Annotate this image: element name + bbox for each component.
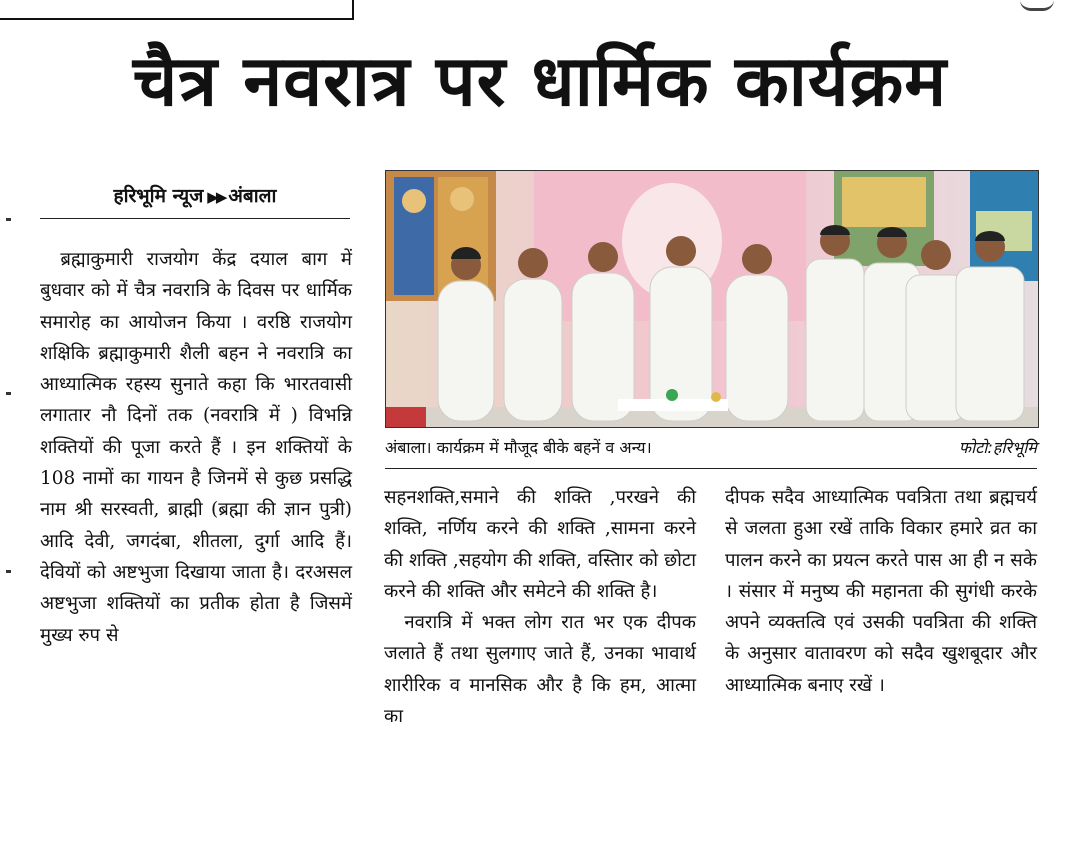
margin-mark xyxy=(6,218,11,221)
dateline-rule xyxy=(40,218,350,219)
article-column-2 xyxy=(384,482,696,732)
photo-caption xyxy=(385,434,1037,462)
margin-mark xyxy=(6,570,11,573)
dateline-city: अंबाला xyxy=(228,185,277,207)
caption-text: अंबाला। कार्यक्रम में मौजूद बीके बहनें व अन्य। xyxy=(385,438,652,457)
margin-mark xyxy=(6,392,11,395)
photo-credit: फोटो:हरिभूमि xyxy=(958,438,1037,457)
paragraph: दीपक सदैव आध्यात्मिक पवत्रिता तथा ब्रह्मचर्य से जलता हुआ रखें ताकि विकार हमारे व्रत का पालन करने का प्रयत्न करते पास आ ही न सके । संसार में मनुष्य की महानता की सुगंधी करके अपने व्यक्तत्वि एवं उसकी पवत्रिता की शक्ति के अनुसार वातावरण को सदैव खुशबूदार और आध्यात्मिक बनाए रखें । xyxy=(725,487,1037,696)
article-column-3 xyxy=(725,482,1037,701)
dateline-arrow-icon: ▶▶ xyxy=(207,188,225,206)
dateline-source: हरिभूमि न्यूज xyxy=(113,185,204,207)
event-photo xyxy=(385,170,1039,428)
caption-rule xyxy=(385,468,1037,469)
paragraph: ब्रह्माकुमारी राजयोग केंद्र दयाल बाग में बुधवार को में चैत्र नवरात्रि के दिवस पर धार्मिक समारोह का आयोजन किया । वरष्ठि राजयोग शक्षिकि ब्रह्माकुमारी शैली बहन ने नवरात्रि का आध्यात्मिक रहस्य सुनाते कहा कि भारतवासी लगातार नौ दिनों तक (नवरात्रि में ) विभन्नि शक्तियों की पूजा करते हैं । इन शक्तियों के 108 नामों का गायन है जिनमें से कुछ प्रसद्धि नाम श्री सरस्वती, ब्राह्मी (ब्रह्मा की ज्ञान पुत्री) आदि देवी, जगदंबा, शीतला, दुर्गा आदि हैं। देवियों को अष्टभुजा दिखाया जाता है। दरअसल अष्टभुजा शक्तियों का प्रतीक होता है जिसमें मुख्य रुप से xyxy=(40,249,352,646)
previous-article-fragment xyxy=(1020,0,1054,11)
article-column-1 xyxy=(40,244,352,651)
headline: चैत्र नवरात्र पर धार्मिक कार्यक्रम xyxy=(132,40,948,122)
paragraph: सहनशक्ति,समाने की शक्ति ,परखने की शक्ति, नर्णिय करने की शक्ति ,सामना करने की शक्ति ,सहयोग की शक्ति, वस्तिार को छोटा करने की शक्ति और समेटने की शक्ति है। xyxy=(384,487,696,602)
paragraph: नवरात्रि में भक्त लोग रात भर एक दीपक जलाते हैं तथा सुलगाए जाते हैं, उनका भावार्थ शारीरिक व मानसिक और है कि हम, आत्मा का xyxy=(384,612,696,728)
dateline xyxy=(40,182,350,211)
previous-article-box xyxy=(0,0,354,20)
